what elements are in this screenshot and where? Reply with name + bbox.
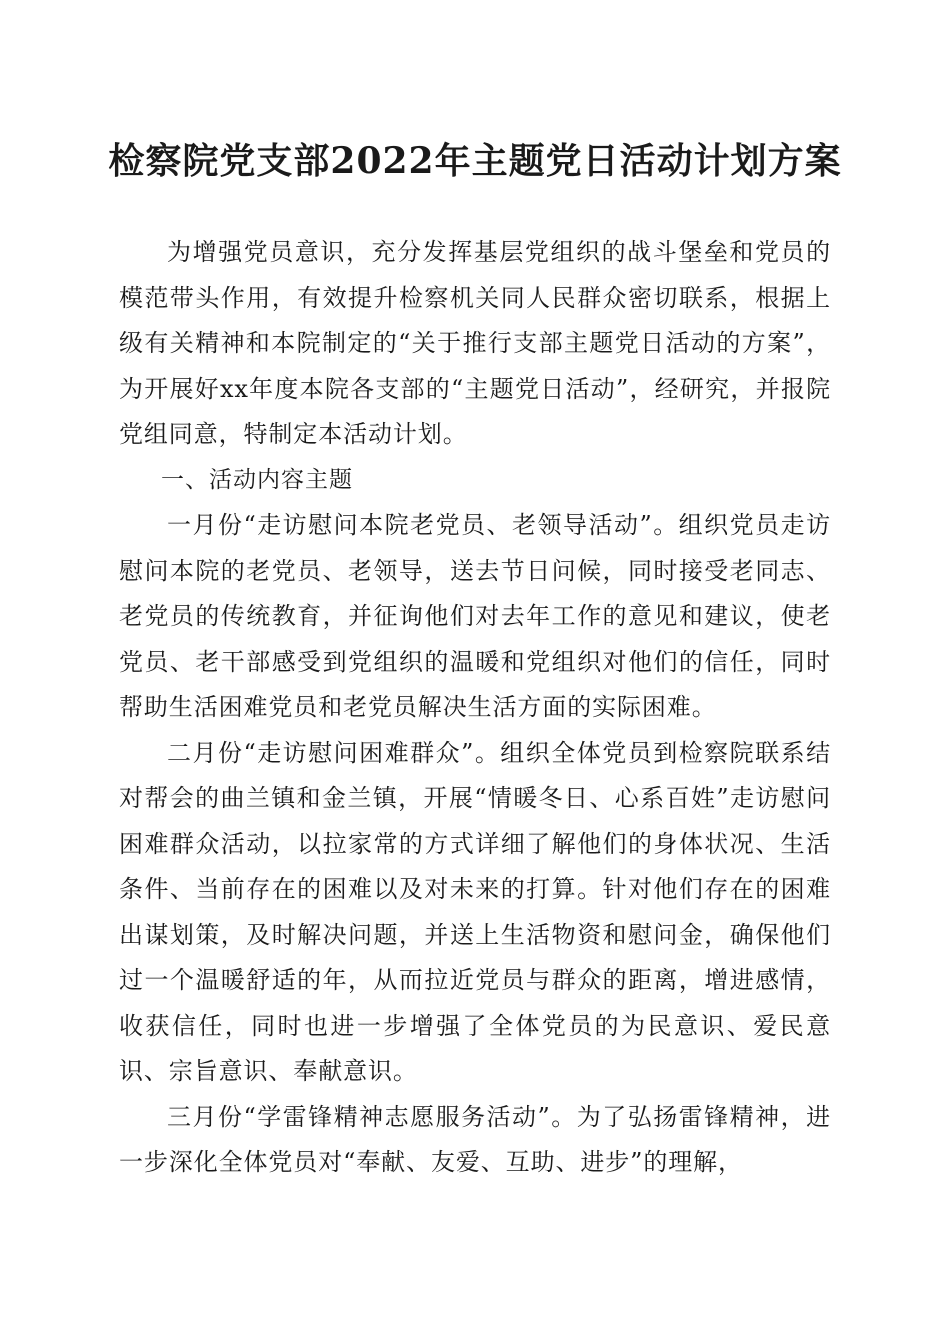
document-body (119, 230, 831, 1186)
paragraph-january: 一月份“走访慰问本院老党员、老领导活动”。组织党员走访慰问本院的老党员、老领导，送去节日问候，同时接受老同志、老党员的传统教育，并征询他们对去年工作的意见和建议，使老党员、老干部感受到党组织的温暖和党组织对他们的信任，同时帮助生活困难党员和老党员解决生活方面的实际困难。 (119, 511, 831, 721)
paragraph-march: 三月份“学雷锋精神志愿服务活动”。为了弘扬雷锋精神，进一步深化全体党员对“奉献、友爱、互助、进步”的理解， (119, 1102, 831, 1176)
section-heading-activity-content: 一、活动内容主题 (161, 466, 353, 493)
paragraph-february: 二月份“走访慰问困难群众”。组织全体党员到检察院联系结对帮会的曲兰镇和金兰镇，开展“情暖冬日、心系百姓”走访慰问困难群众活动，以拉家常的方式详细了解他们的身体状况、生活条件、当前存在的困难以及对未来的打算。针对他们存在的困难出谋划策，及时解决问题，并送上生活物资和慰问金，确保他们过一个温暖舒适的年，从而拉近党员与群众的距离，增进感情，收获信任，同时也进一步增强了全体党员的为民意识、爱民意识、宗旨意识、奉献意识。 (119, 738, 831, 1085)
intro-paragraph: 为增强党员意识，充分发挥基层党组织的战斗堡垒和党员的模范带头作用，有效提升检察机关同人民群众密切联系，根据上级有关精神和本院制定的“关于推行支部主题党日活动的方案”，为开展好xx年度本院各支部的“主题党日活动”，经研究，并报院党组同意，特制定本活动计划。 (119, 238, 831, 448)
document-title: 检察院党支部2022年主题党日活动计划方案 (108, 140, 842, 182)
